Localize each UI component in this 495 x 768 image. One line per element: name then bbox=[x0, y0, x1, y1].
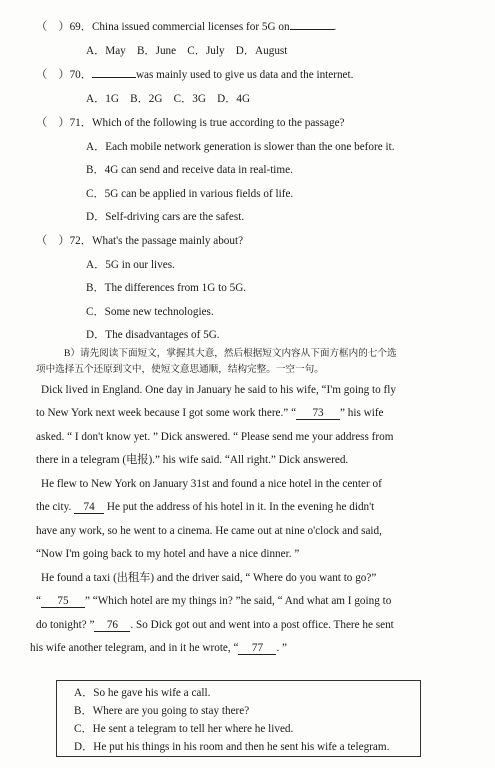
passage-line bbox=[36, 618, 394, 632]
passage-line: asked. “ I don't know yet. ” Dick answered. “ Please send me your address from bbox=[36, 431, 394, 443]
passage-line: Dick lived in England. One day in January he said to his wife, “I'm going to fly bbox=[41, 384, 396, 396]
question-71-option-a: A．Each mobile network generation is slower than the one before it. bbox=[86, 141, 395, 153]
passage-text: do tonight? ” bbox=[36, 619, 95, 631]
passage-line bbox=[36, 594, 391, 608]
question-72: （ ）72．What's the passage mainly about? bbox=[36, 235, 244, 247]
question-72-option-d: D．The disadvantages of 5G. bbox=[86, 329, 220, 341]
question-71-option-c: C．5G can be applied in various fields of life. bbox=[86, 188, 294, 200]
passage-line bbox=[36, 406, 384, 420]
blank-73: 73 bbox=[296, 407, 340, 420]
passage-line: He flew to New York on January 31st and found a nice hotel in the center of bbox=[41, 478, 382, 490]
blank-77: 77 bbox=[238, 642, 276, 655]
passage-line: have any work, so he went to a cinema. He came out at nine o'clock and said, bbox=[36, 525, 382, 537]
box-option-a: A．So he gave his wife a call. bbox=[74, 687, 211, 699]
passage-text: ” his wife bbox=[340, 407, 384, 419]
question-70-prefix: （ ）70． bbox=[36, 69, 92, 81]
question-69 bbox=[36, 20, 336, 34]
question-69-text: （ ）69．China issued commercial licenses for 5G on bbox=[36, 21, 290, 33]
question-70-text: was mainly used to give us data and the internet. bbox=[135, 69, 354, 81]
blank-75: 75 bbox=[41, 595, 85, 608]
question-72-option-b: B．The differences from 1G to 5G. bbox=[86, 282, 247, 294]
answer-blank bbox=[92, 77, 136, 78]
passage-line: He found a taxi (出租车) and the driver said, “ Where do you want to go?” bbox=[41, 572, 377, 584]
question-69-suffix: . bbox=[333, 21, 337, 33]
question-71: （ ）71．Which of the following is true according to the passage? bbox=[36, 117, 345, 129]
box-option-b: B．Where are you going to stay there? bbox=[74, 705, 250, 717]
box-option-c: C．He sent a telegram to tell her where he lived. bbox=[74, 723, 294, 735]
answer-blank bbox=[290, 29, 334, 30]
question-71-option-b: B．4G can send and receive data in real-time. bbox=[86, 164, 293, 176]
question-71-option-d: D．Self-driving cars are the safest. bbox=[86, 211, 245, 223]
blank-74: 74 bbox=[74, 501, 104, 514]
passage-text: the city. bbox=[36, 501, 72, 513]
passage-text: ” “Which hotel are my things in? ”he said, “ And what am I going to bbox=[84, 595, 392, 607]
section-b-instruction-line2: 项中选择五个还原到文中，使短文意思通顺，结构完整。一空一句。 bbox=[36, 364, 324, 375]
box-option-d: D．He put his things in his room and then he sent his wife a telegram. bbox=[74, 741, 390, 753]
passage-line bbox=[36, 500, 374, 514]
question-70-options: A．1G B．2G C．3G D．4G bbox=[86, 93, 251, 105]
passage-line: there in a telegram (电报).” his wife said. “All right.” Dick answered. bbox=[36, 454, 349, 466]
passage-text: “ bbox=[36, 595, 41, 607]
question-72-option-a: A．5G in our lives. bbox=[86, 259, 175, 271]
passage-text: . So Dick got out and went into a post office. There he sent bbox=[130, 619, 394, 631]
question-72-option-c: C．Some new technologies. bbox=[86, 306, 214, 318]
passage-text: his wife another telegram, and in it he wrote, “ bbox=[30, 642, 239, 654]
passage-text: . ” bbox=[276, 642, 288, 654]
question-69-options: A．May B．June C．July D．August bbox=[86, 45, 288, 57]
blank-76: 76 bbox=[94, 619, 130, 632]
passage-line: “Now I'm going back to my hotel and have a nice dinner. ” bbox=[36, 548, 300, 560]
passage-line bbox=[30, 641, 287, 655]
passage-text: He put the address of his hotel in it. In the evening he didn't bbox=[106, 501, 375, 513]
question-70 bbox=[36, 68, 353, 82]
section-b-instruction-line1: B）请先阅读下面短文，掌握其大意，然后根据短文内容从下面方框内的七个选 bbox=[64, 348, 397, 359]
passage-text: to New York next week because I got some work there.” “ bbox=[36, 407, 297, 419]
